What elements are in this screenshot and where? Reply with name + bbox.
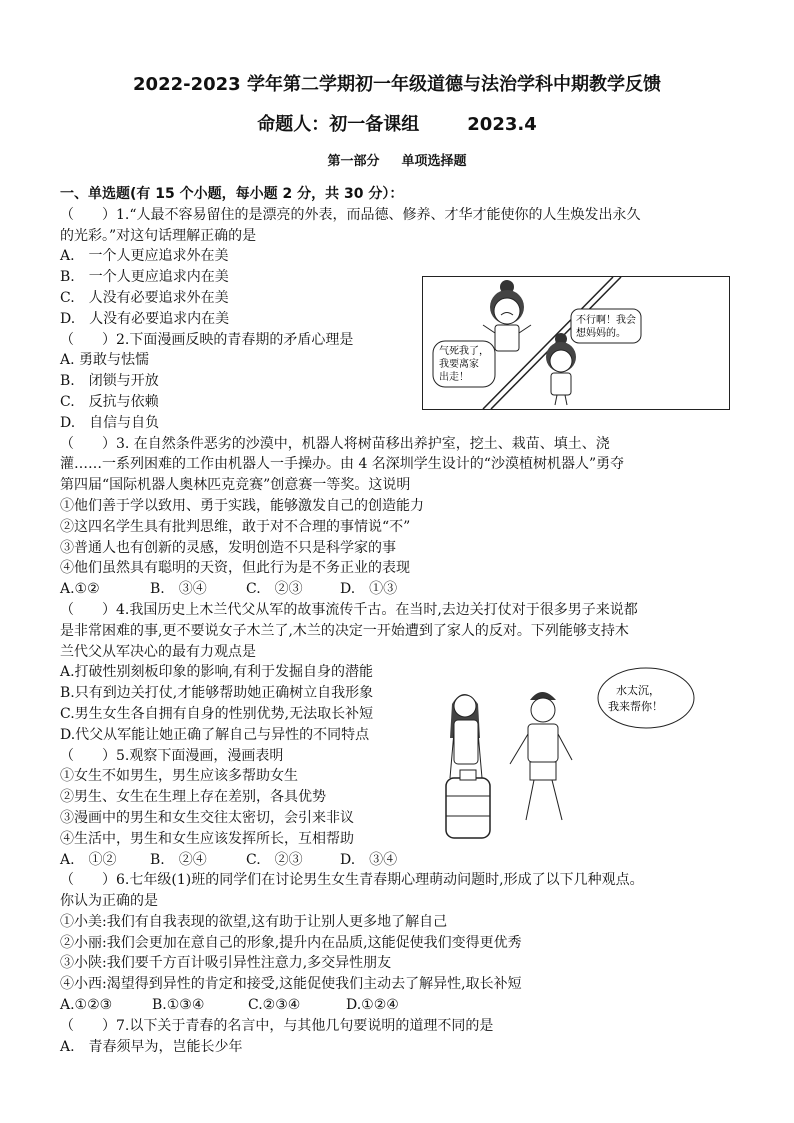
section-heading: 一、单选题(有 15 个小题，每小题 2 分，共 30 分）： [60,186,404,202]
statement-4: ④小西:渴望得到异性的肯定和接受,这能促使我们主动去了解异性,取长补短 [60,976,522,993]
svg-text:想妈妈的。: 想妈妈的。 [576,328,626,339]
option-b: B. 闭锁与开放 [60,373,159,390]
options-row [60,579,760,600]
option-a: A. 青春须早为，岂能长少年 [60,1038,243,1055]
option-d: D. 自信与自负 [60,414,160,431]
girl-figure [450,694,482,778]
water-bottle [446,770,490,838]
option-b: B.①③④ [152,997,205,1014]
question-stem: 你认为正确的是 [60,893,158,910]
author-line [0,110,794,136]
question-stem: 是非常困难的事,更不要说女子木兰了,木兰的决定一开始遭到了家人的反对。下列能够支持木 [60,622,629,639]
question-stem: （ ）3. 在自然条件恶劣的沙漠中，机器人将树苗移出养护室，挖土、栽苗、填土、浇 [60,435,610,452]
option-c: C. 人没有必要追求外在美 [60,289,229,306]
question-stem: 第四届“国际机器人奥林匹克竞赛”创意赛一等奖。这说明 [60,477,411,494]
option-a: A. 勇敢与怯懦 [60,352,150,369]
statement-2: ②这四名学生具有批判思维，敢于对不合理的事情说“不” [60,518,411,535]
question-stem: （ ）4.我国历史上木兰代父从军的故事流传千古。在当时,去边关打仗对于很多男子来说都 [60,601,638,618]
question-3 [60,434,760,600]
hesitant-girl-figure [546,333,576,405]
statement-3: ③漫画中的男生和女生交往太密切，会引来非议 [60,809,354,826]
question-stem: 兰代父从军决心的最有力观点是 [60,643,256,660]
option-a: A. 一个人更应追求外在美 [60,248,229,265]
option-c: C. ②③ [246,581,303,598]
svg-text:气死我了，: 气死我了， [439,346,489,357]
speech-bubble [571,309,641,343]
q5-cartoon [432,660,750,860]
option-d: D. 人没有必要追求内在美 [60,310,230,327]
statement-3: ③普通人也有创新的灵感，发明创造不只是科学家的事 [60,539,396,556]
part-name: 单项选择题 [401,154,467,169]
question-6 [60,870,760,1016]
option-a: A.①② [60,581,100,598]
option-d: D.①②④ [346,997,399,1014]
svg-text:水太沉，: 水太沉， [616,684,660,697]
option-b: B. 一个人更应追求内在美 [60,269,229,286]
statement-1: ①小美:我们有自我表现的欲望,这有助于让别人更多地了解自己 [60,913,448,930]
option-b: B. ③④ [150,581,207,598]
svg-text:我来帮你！: 我来帮你！ [608,700,663,713]
cartoon-illustration [432,660,750,860]
angry-girl-figure [483,280,531,351]
option-d: D. ③④ [340,851,398,868]
option-d: D. ①③ [340,581,398,598]
option-c: C. ②③ [246,851,303,868]
options-row [60,995,760,1016]
option-b: B.只有到边关打仗,才能够帮助她正确树立自我形象 [60,685,374,702]
statement-4: ④他们虽然具有聪明的天资，但此行为是不务正业的表现 [60,560,410,577]
option-c: C.②③④ [248,997,301,1014]
statement-4: ④生活中，男生和女生应该发挥所长，互相帮助 [60,830,354,847]
option-b: B. ②④ [150,851,207,868]
question-stem: （ ）1.“人最不容易留住的是漂亮的外表，而品德、修养、才华才能使你的人生焕发出永久 [60,206,641,223]
statement-1: ①女生不如男生，男生应该多帮助女生 [60,768,298,785]
cartoon-illustration [423,277,729,409]
author-text: 命题人：初一备课组 [257,114,420,135]
option-a: A.打破性别刻板印象的影响,有利于发掘自身的潜能 [60,664,374,681]
question-stem: （ ）2.下面漫画反映的青春期的矛盾心理是 [60,331,354,348]
question-stem: （ ）7.以下关于青春的名言中，与其他几句要说明的道理不同的是 [60,1017,494,1034]
boy-figure [510,692,572,820]
part-label: 第一部分 [327,154,380,169]
option-c: C.男生女生各自拥有自身的性别优势,无法取长补短 [60,705,374,722]
q2-cartoon [422,276,730,410]
option-d: D.代父从军能让她正确了解自己与异性的不同特点 [60,726,370,743]
option-a: A. ①② [60,851,117,868]
statement-1: ①他们善于学以致用、勇于实践，能够激发自己的创造能力 [60,497,424,514]
speech-bubble [433,341,495,387]
part-heading [0,150,794,169]
page-title: 2022-2023 学年第二学期初一年级道德与法治学科中期教学反馈 [133,74,661,95]
svg-text:我要离家: 我要离家 [439,359,479,370]
speech-bubble [598,668,694,728]
statement-2: ②男生、女生在生理上存在差别，各具优势 [60,789,326,806]
option-a: A.①②③ [60,997,113,1014]
svg-text:不行啊！我会: 不行啊！我会 [576,315,636,326]
question-stem: （ ）6.七年级(1)班的同学们在讨论男生女生青春期心理萌动问题时,形成了以下几种观点。 [60,872,644,889]
statement-2: ②小丽:我们会更加在意自己的形象,提升内在品质,这能促使我们变得更优秀 [60,934,522,951]
question-stem: 灌……一系列困难的工作由机器人一手操办。由 4 名深圳学生设计的“沙漠植树机器人”勇夺 [60,456,625,473]
date-text: 2023.4 [467,114,537,135]
question-stem: （ ）5.观察下面漫画，漫画表明 [60,747,284,764]
question-stem: 的光彩。”对这句话理解正确的是 [60,227,257,244]
statement-3: ③小陕:我们要千方百计吸引异性注意力,多交异性朋友 [60,955,392,972]
option-c: C. 反抗与依赖 [60,393,159,410]
svg-text:出走！: 出走！ [439,372,469,383]
question-7 [60,1016,760,1058]
